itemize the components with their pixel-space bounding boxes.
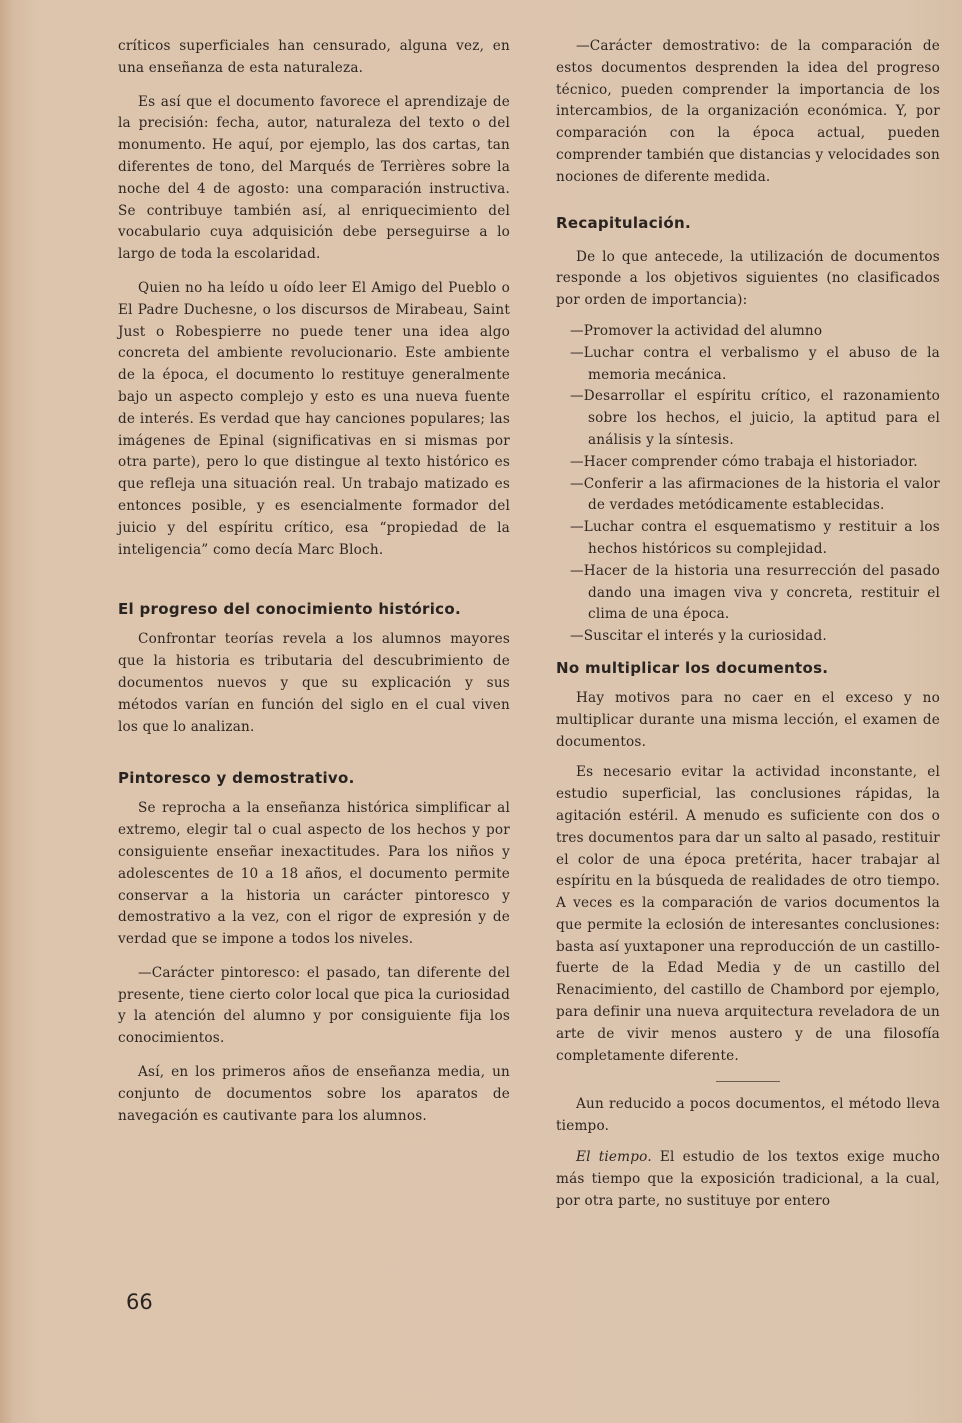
- list-item: —Desarrollar el espíritu crítico, el razonamiento sobre los hechos, el juicio, la aptitud para el análisis y la síntesis.: [570, 388, 940, 448]
- section-heading: No multiplicar los documentos.: [556, 658, 829, 677]
- paragraph: —Carácter demostrativo: de la comparación de estos documentos desprenden la idea del progreso técnico, pueden comprender la importancia de los intercambios, de la organización económica. Y, por comparación con la época actual, pueden comprender también que distancias y velocidades son nociones de diferente medida.: [556, 38, 940, 185]
- list-item: —Suscitar el interés y la curiosidad.: [570, 628, 827, 645]
- list-item: —Promover la actividad del alumno: [570, 322, 823, 339]
- paragraph: críticos superficiales han censurado, alguna vez, en una enseñanza de esta naturaleza.: [118, 38, 510, 76]
- paragraph: Se reprocha a la enseñanza histórica simplificar al extremo, elegir tal o cual aspecto de los hechos y por consiguiente enseñar inexactitudes. Para los niños y adolescentes de 10 a 18 años, el documento permite conservar a la historia un carácter pintoresco y demostrativo a la vez, con el rigor de expresión y de verdad que se impone a todos los niveles.: [118, 800, 510, 948]
- section-heading: El progreso del conocimiento histórico.: [118, 600, 461, 619]
- list-item: —Luchar contra el verbalismo y el abuso de la memoria mecánica.: [570, 344, 940, 383]
- list-item: —Luchar contra el esquematismo y restituir a los hechos históricos su complejidad.: [570, 519, 940, 557]
- paragraph-text: El estudio de los textos exige mucho más tiempo que la exposición tradicional, a la cual, por otra parte, no sustituye por entero: [556, 1149, 940, 1209]
- right-column: [556, 36, 940, 1221]
- paragraph: —Carácter pintoresco: el pasado, tan diferente del presente, tiene cierto color local que pica la curiosidad y la atención del alumno y por consiguiente fija los conocimientos.: [118, 964, 510, 1047]
- paragraph: Hay motivos para no caer en el exceso y no multiplicar durante una misma lección, el examen de documentos.: [556, 689, 940, 750]
- paragraph: Quien no ha leído u oído leer El Amigo del Pueblo o El Padre Duchesne, o los discursos de Mirabeau, Saint Just o Robespierre no puede tener una idea algo concreta del ambiente revolucionario. Este ambiente de la época, el documento lo restituye generalmente bajo un aspecto complejo y esto es una nueva fuente de interés. Es verdad que hay canciones populares; las imágenes de Epinal (significativas en si mismas por otra parte), pero lo que distingue al texto histórico es que refleja una situación real. Un trabajo matizado es entonces posible, y es esencialmente formador del juicio y del espíritu crítico, esa “propiedad de la inteligencia” como decía Marc Bloch.: [118, 279, 510, 558]
- list-item: —Conferir a las afirmaciones de la historia el valor de verdades metódicamente establecidas.: [570, 475, 940, 514]
- paragraph: Aun reducido a pocos documentos, el método lleva tiempo.: [556, 1096, 940, 1135]
- left-column: [118, 36, 510, 1136]
- section-heading: Recapitulación.: [556, 213, 691, 232]
- page-number: 66: [126, 1290, 153, 1314]
- paragraph: Es así que el documento favorece el aprendizaje de la precisión: fecha, autor, naturaleza del texto o del monumento. He aquí, por ejemplo, las dos cartas, tan diferentes de tono, del Marqués de Terrières sobre la noche del 4 de agosto: una comparación instructiva. Se contribuye también así, al enriquecimiento del vocabulario cuya adquisición debe perseguirse a lo largo de toda la escolaridad.: [118, 93, 510, 263]
- divider: [716, 1081, 780, 1082]
- paragraph: Confrontar teorías revela a los alumnos mayores que la historia es tributaria del descubrimiento de documentos nuevos y que su explicación y sus métodos varían en función del siglo en el cual viven los que lo analizan.: [118, 631, 510, 735]
- paragraph: De lo que antecede, la utilización de documentos responde a los objetivos siguientes (no clasificados por orden de importancia):: [556, 248, 940, 309]
- list-item: —Hacer comprender cómo trabaja el historiador.: [570, 453, 918, 470]
- paragraph: Es necesario evitar la actividad inconstante, el estudio superficial, las conclusiones rápidas, la agitación estéril. A menudo es suficiente con dos o tres documentos para dar un salto al pasado, restituir el color de una época pretérita, hacer trabajar al espíritu en la búsqueda de realidades de otro tiempo. A veces es la comparación de varios documentos la que permite la eclosión de interesantes conclusiones: basta así yuxtaponer una reproducción de un castillo-fuerte de la Edad Media y de un castillo del Renacimiento, del castillo de Chambord por ejemplo, para definir una nueva arquitectura reveladora de un arte de vivir menos austero y de una filosofía completamente diferente.: [556, 764, 940, 1064]
- objectives-list: [556, 321, 940, 648]
- paragraph: Así, en los primeros años de enseñanza media, un conjunto de documentos sobre los aparatos de navegación es cautivante para los alumnos.: [118, 1064, 510, 1124]
- italic-lead: El tiempo.: [576, 1149, 652, 1166]
- section-heading: Pintoresco y demostrativo.: [118, 769, 355, 788]
- list-item: —Hacer de la historia una resurrección del pasado dando una imagen viva y concreta, restituir el clima de una época.: [570, 562, 940, 623]
- paragraph: [556, 1147, 940, 1212]
